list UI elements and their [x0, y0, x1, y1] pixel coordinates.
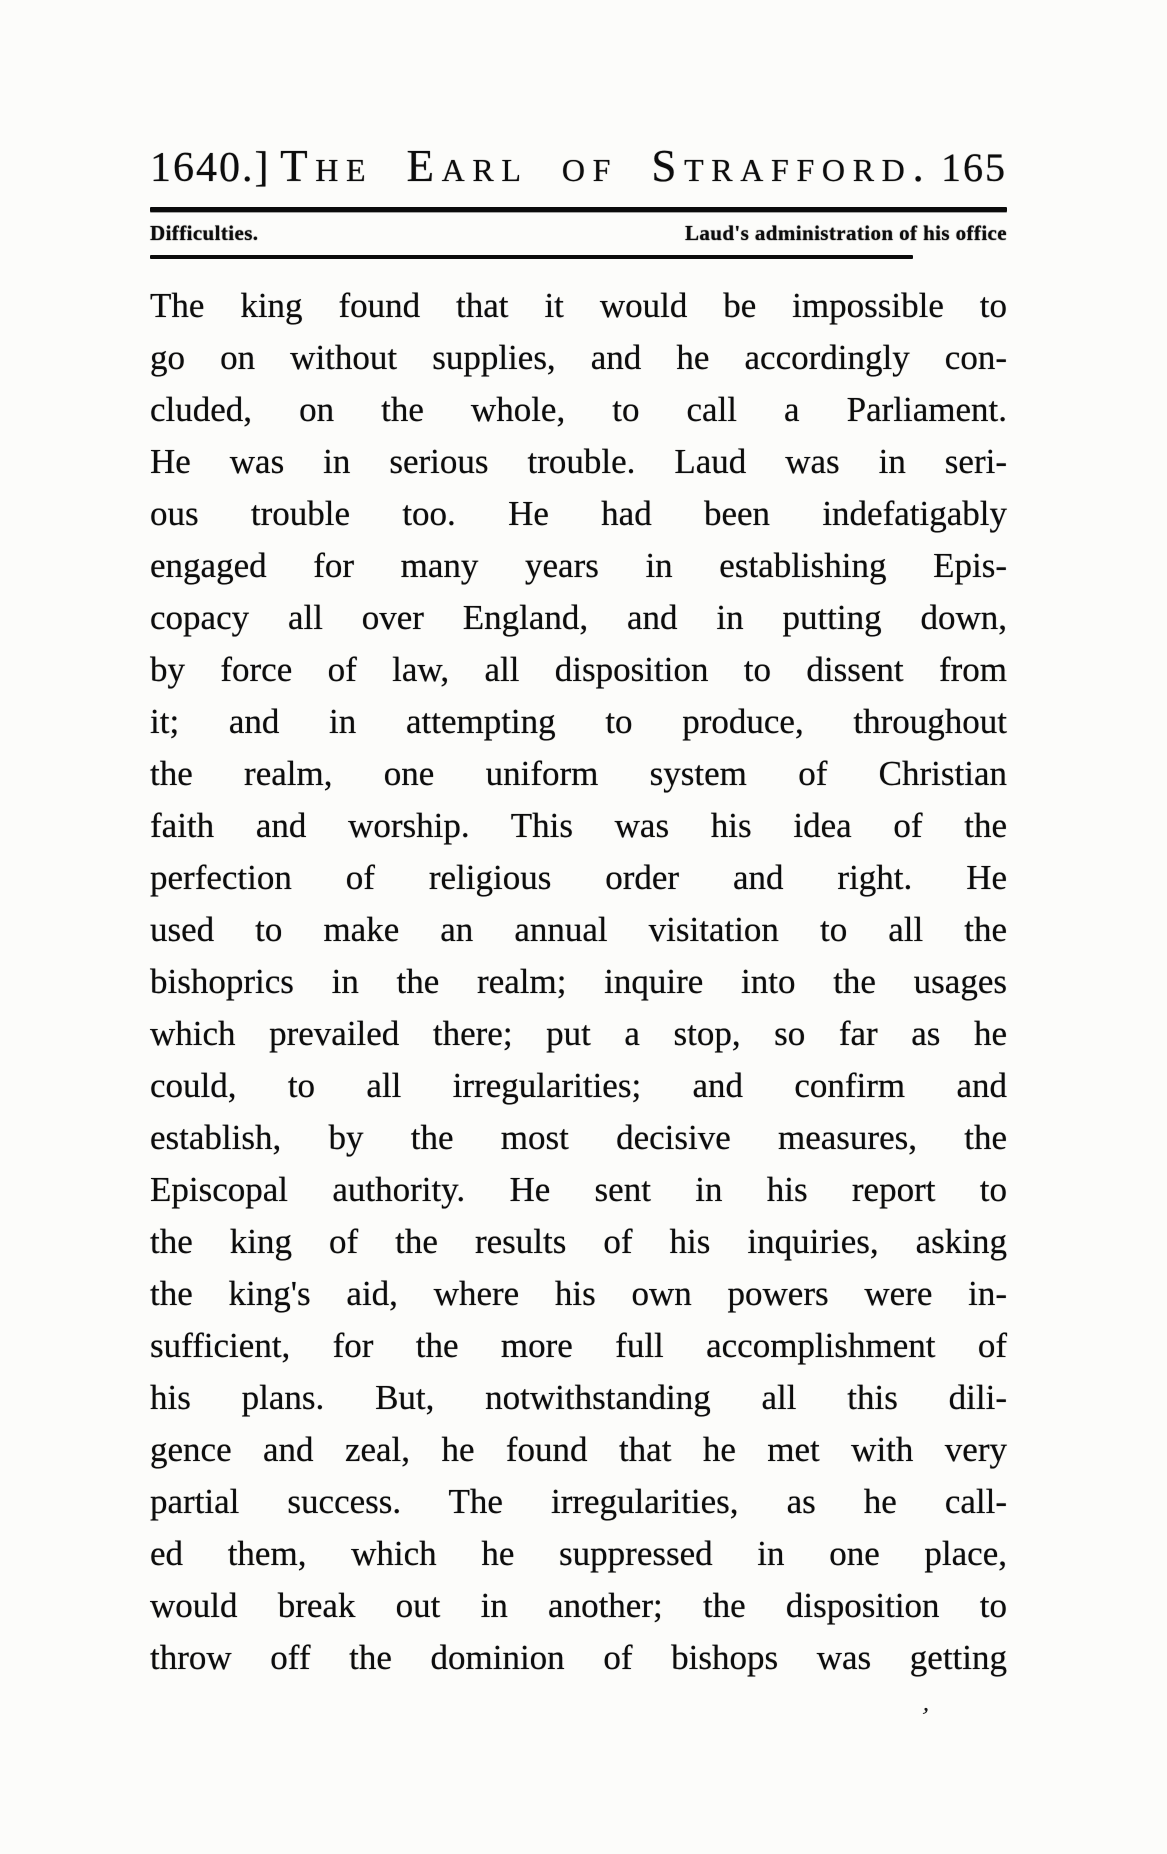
text-line: establish, by the most decisive measures, the: [150, 1118, 1007, 1157]
text-line: gence and zeal, he found that he met with very: [150, 1430, 1007, 1469]
text-block: [150, 140, 1007, 1684]
text-line: go on without supplies, and he accordingly con-: [150, 338, 1007, 377]
text-line: by force of law, all disposition to dissent from: [150, 650, 1007, 689]
text-line: it; and in attempting to produce, throughout: [150, 702, 1007, 741]
text-line: partial success. The irregularities, as he call-: [150, 1482, 1007, 1521]
text-line: which prevailed there; put a stop, so far as he: [150, 1014, 1007, 1053]
text-line: the king of the results of his inquiries, asking: [150, 1222, 1007, 1261]
text-line: his plans. But, notwithstanding all this dili-: [150, 1378, 1007, 1417]
running-heads: [150, 221, 1007, 246]
header-rule-top: [150, 207, 1007, 212]
page-number: 165: [940, 145, 1007, 190]
text-line: used to make an annual visitation to all the: [150, 910, 1007, 949]
text-line: could, to all irregularities; and confirm and: [150, 1066, 1007, 1105]
scan-artifact-mark: ’: [917, 1701, 932, 1732]
text-line: Episcopal authority. He sent in his report to: [150, 1170, 1007, 1209]
text-line: ed them, which he suppressed in one place,: [150, 1534, 1007, 1573]
header-year: 1640.]: [150, 145, 271, 191]
text-line: sufficient, for the more full accomplishment of: [150, 1326, 1007, 1365]
page-title: The Earl of Strafford.: [280, 141, 932, 191]
running-head-right: Laud's administration of his office: [684, 221, 1007, 245]
text-line: ous trouble too. He had been indefatigably: [150, 494, 1007, 533]
text-line: would break out in another; the disposition to: [150, 1586, 1007, 1625]
body-text: [150, 280, 1007, 1684]
page-header: [150, 140, 1007, 192]
text-line: copacy all over England, and in putting down,: [150, 598, 1007, 637]
text-line: cluded, on the whole, to call a Parliament.: [150, 390, 1007, 429]
text-line: the king's aid, where his own powers were in-: [150, 1274, 1007, 1313]
text-line: bishoprics in the realm; inquire into the usages: [150, 962, 1007, 1001]
text-line: He was in serious trouble. Laud was in seri-: [150, 442, 1007, 481]
text-line: perfection of religious order and right. He: [150, 858, 1007, 897]
text-line: the realm, one uniform system of Christian: [150, 754, 1007, 793]
header-rule-bottom: [150, 255, 913, 259]
text-line: throw off the dominion of bishops was getting: [150, 1638, 1007, 1677]
text-line: engaged for many years in establishing Epis-: [150, 546, 1007, 585]
text-line: faith and worship. This was his idea of the: [150, 806, 1007, 845]
running-head-left: Difficulties.: [150, 221, 259, 245]
text-line: The king found that it would be impossible to: [150, 286, 1007, 325]
